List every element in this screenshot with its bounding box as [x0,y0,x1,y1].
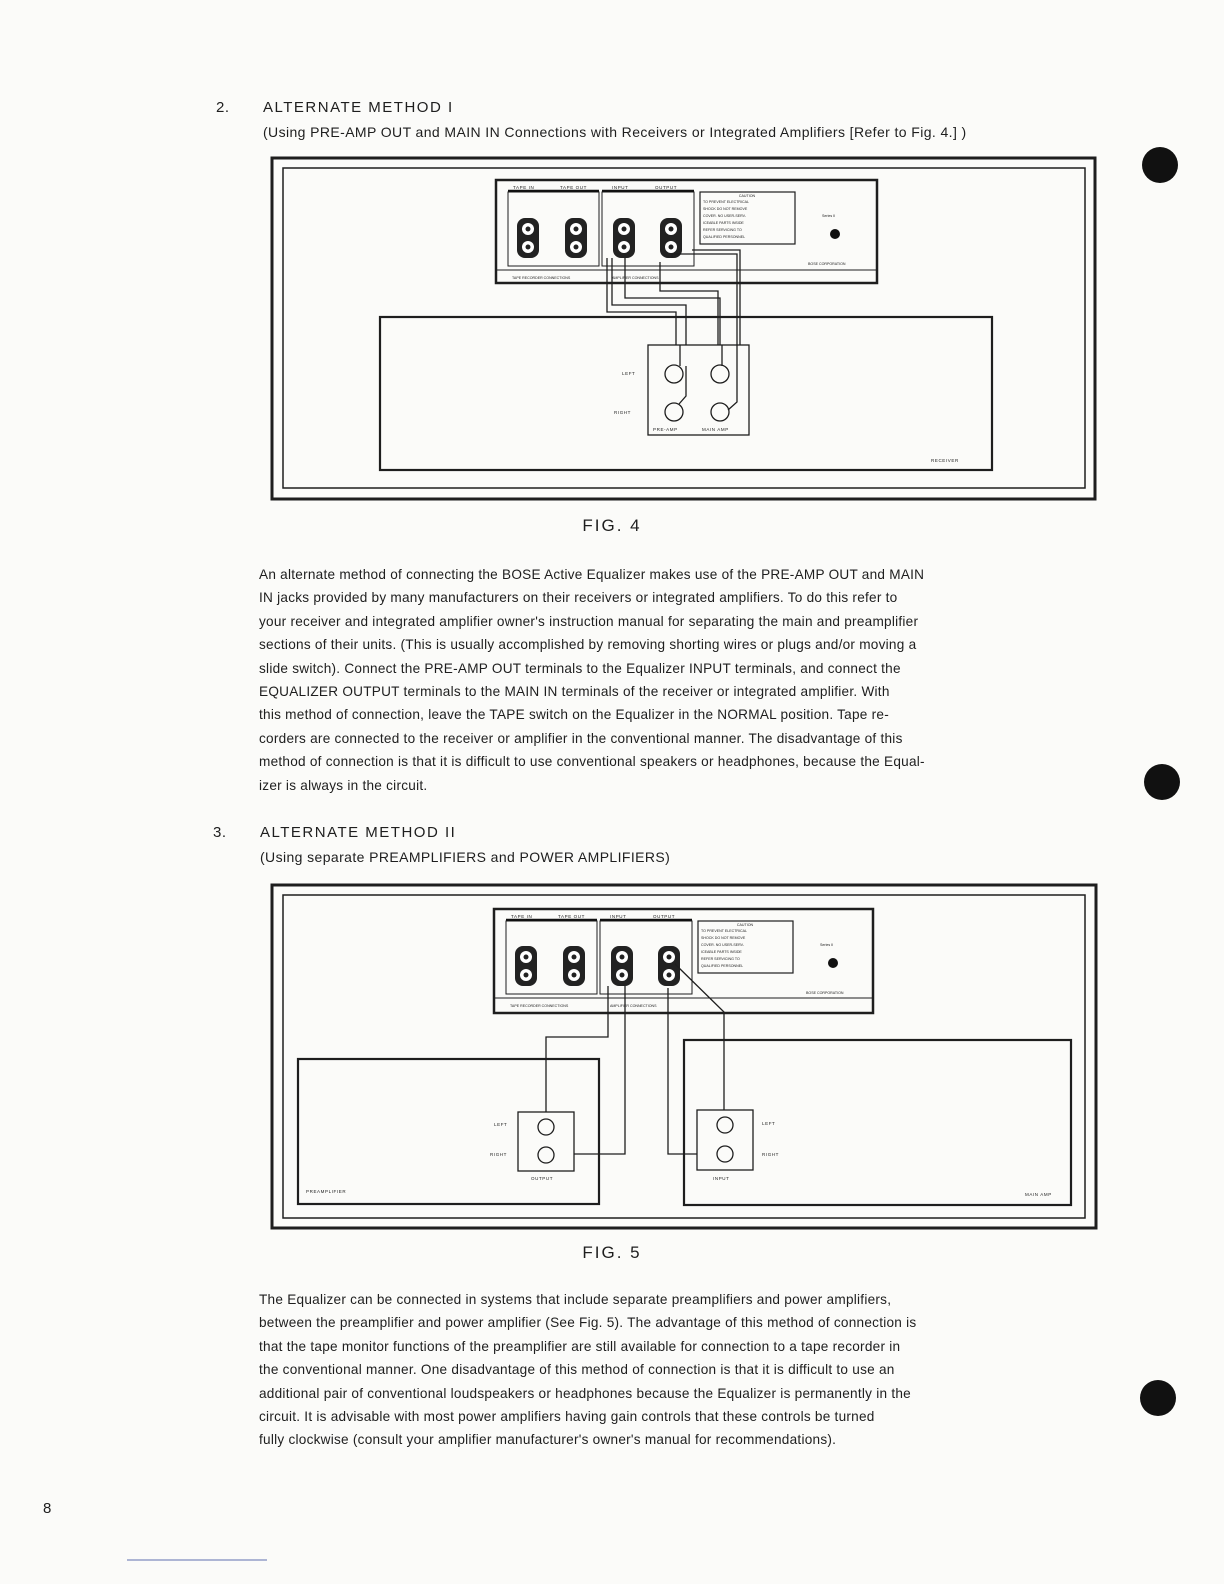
caution-line: QUALIFIED PERSONNEL [701,964,744,968]
paragraph-line: corders are connected to the receiver or amplifier in the conventional manner. The disadvantage of this [259,730,903,746]
paragraph-line: that the tape monitor functions of the preamplifier are still available for connection to a tape recorder in [259,1338,901,1354]
maker-label: BOSE CORPORATION [808,262,846,266]
caution-line: TO PREVENT ELECTRICAL [703,200,749,204]
section-number: 3. [213,824,227,841]
label-tape-recorder-connections: TAPE RECORDER CONNECTIONS [512,276,571,280]
section-subtitle: (Using separate PREAMPLIFIERS and POWER AMPLIFIERS) [260,849,671,865]
label-input: INPUT [612,185,629,190]
caution-line: REFER SERVICING TO [701,957,740,961]
paragraph-line: IN jacks provided by many manufacturers on their receivers or integrated amplifiers. To do this refer to [259,590,898,606]
series-label: Series II [820,943,834,947]
fig4-preamp-label: PRE-AMP [653,427,678,432]
fig4-right-label: RIGHT [614,410,631,415]
label-input: INPUT [610,914,627,919]
main-amp-input-jacks [697,1110,753,1170]
maker-label: BOSE CORPORATION [806,991,844,995]
caution-title: CAUTION [738,194,756,198]
label-tape-recorder-connections: TAPE RECORDER CONNECTIONS [510,1004,569,1008]
paragraph-line: method of connection is that it is difficult to use conventional speakers or headphones, because the Equal- [259,754,925,770]
power-connector-icon [830,229,840,239]
caution-line: QUALIFIED PERSONNEL [703,235,746,239]
caution-line: ICEABLE PARTS INSIDE [701,950,742,954]
fig5-mainamp-label: MAIN AMP [1025,1192,1052,1197]
preamp-output-jacks [518,1112,574,1171]
caution-line: TO PREVENT ELECTRICAL [701,929,747,933]
fig5-left-label: LEFT [494,1122,508,1127]
paragraph-method-1 [259,563,1113,797]
paragraph-line: your receiver and integrated amplifier owner's instruction manual for separating the main and preamplifier [259,613,919,629]
section-subtitle: (Using PRE-AMP OUT and MAIN IN Connections with Receivers or Integrated Amplifiers [Refer to Fig. 4.] ) [263,124,967,140]
binder-hole-icon [1142,147,1178,183]
fig5-right-label-main: RIGHT [762,1152,779,1157]
paragraph-line: between the preamplifier and power amplifier (See Fig. 5). The advantage of this method of connection is [259,1315,917,1331]
power-connector-icon [828,958,838,968]
section-title: ALTERNATE METHOD II [260,824,457,841]
caution-line: ICEABLE PARTS INSIDE [703,221,744,225]
fig5-caption: FIG. 5 [582,1243,642,1262]
page-number: 8 [43,1500,52,1517]
fig5-left-label-main: LEFT [762,1121,776,1126]
equalizer-back-panel-fig5 [494,909,873,1013]
caution-line: COVER. NO USER-SERV- [701,943,745,947]
paragraph-line: this method of connection, leave the TAPE switch on the Equalizer in the NORMAL position. Tape re- [259,707,889,723]
fig5-preamplifier-label: PREAMPLIFIER [306,1189,347,1194]
caution-title: CAUTION [736,923,754,927]
paragraph-line: additional pair of conventional loudspeakers or headphones because the Equalizer is permanently in the [259,1385,911,1401]
fig5-right-label: RIGHT [490,1152,507,1157]
series-label: Series II [822,214,836,218]
label-tape-out: TAPE OUT [558,914,585,919]
fig4-mainamp-label: MAIN AMP [702,427,729,432]
paragraph-line: slide switch). Connect the PRE-AMP OUT terminals to the Equalizer INPUT terminals, and connect the [259,660,901,676]
label-output: OUTPUT [653,914,676,919]
caution-line: REFER SERVICING TO [703,228,742,232]
paragraph-line: An alternate method of connecting the BOSE Active Equalizer makes use of the PRE-AMP OUT and MAIN [259,567,925,582]
paragraph-line: sections of their units. (This is usually accomplished by removing shorting wires or plugs and/or moving a [259,637,917,653]
fig4-left-label: LEFT [622,371,636,376]
caution-line: SHOCK DO NOT REMOVE [703,207,748,211]
section-title: ALTERNATE METHOD I [263,99,454,116]
binder-hole-icon [1140,1380,1176,1416]
label-tape-out: TAPE OUT [560,185,587,190]
fig4-receiver-label: RECEIVER [931,458,959,463]
paragraph-line: The Equalizer can be connected in systems that include separate preamplifiers and power amplifiers, [259,1292,892,1307]
label-output: OUTPUT [655,185,678,190]
equalizer-back-panel [496,180,877,283]
paragraph-method-2 [259,1288,1114,1452]
caution-line: SHOCK DO NOT REMOVE [701,936,746,940]
label-tape-in: TAPE IN [513,185,535,190]
section-number: 2. [216,99,230,116]
paragraph-line: izer is always in the circuit. [259,777,428,793]
fig4-caption: FIG. 4 [582,516,642,535]
fig5-output-label: OUTPUT [531,1176,554,1181]
paragraph-line: fully clockwise (consult your amplifier manufacturer's owner's manual for recommendations). [259,1432,837,1448]
fig5-input-label: INPUT [713,1176,730,1181]
binder-hole-icon [1144,764,1180,800]
paragraph-line: circuit. It is advisable with most power amplifiers having gain controls that these controls be turned [259,1409,875,1425]
label-amplifier-connections: AMPLIFIER CONNECTIONS [612,276,659,280]
caution-line: COVER. NO USER-SERV- [703,214,747,218]
paragraph-line: EQUALIZER OUTPUT terminals to the MAIN IN terminals of the receiver or integrated amplifier. With [259,684,890,700]
label-amplifier-connections: AMPLIFIER CONNECTIONS [610,1004,657,1008]
paragraph-line: the conventional manner. One disadvantage of this method of connection is that it is difficult to use an [259,1362,895,1378]
label-tape-in: TAPE IN [511,914,533,919]
receiver-jack-panel [648,345,749,435]
